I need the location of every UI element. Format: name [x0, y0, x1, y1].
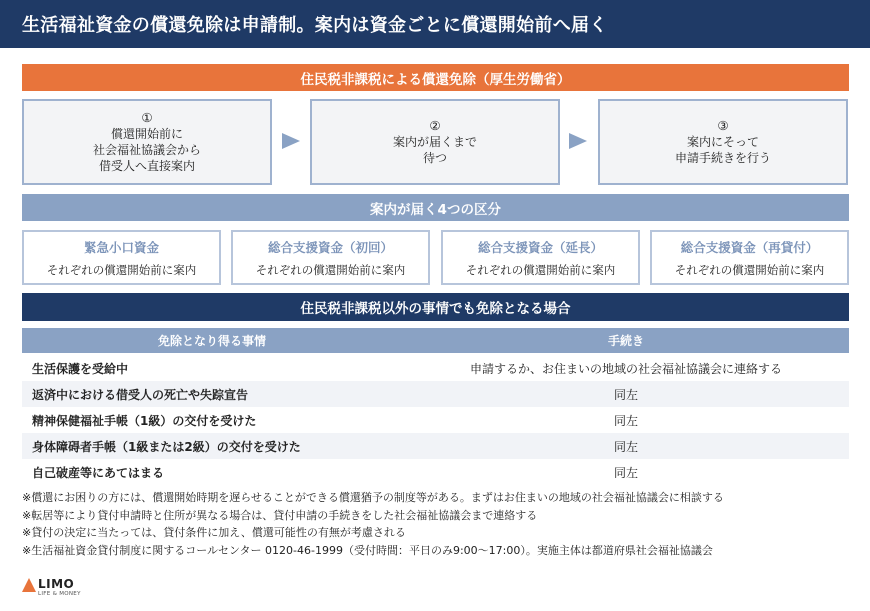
- procedure-cell: 同左: [613, 465, 638, 480]
- footnote: ※転居等により貸付申請時と住所が異なる場合は、貸付申請の手続きをした社会福祉協議会まで連絡する: [22, 508, 538, 522]
- step-2-box: [310, 99, 560, 185]
- procedure-cell: 同左: [613, 413, 638, 428]
- step-number: ③: [717, 118, 729, 133]
- step-3-box: [598, 99, 848, 185]
- limo-logo: [22, 577, 92, 601]
- table-row: [22, 355, 849, 381]
- page-title: 生活福祉資金の償還免除は申請制。案内は資金ごとに償還開始前へ届く: [0, 0, 870, 48]
- step-text: 借受人へ直接案内: [98, 159, 195, 173]
- footnotes: [22, 489, 862, 559]
- category-card: [231, 230, 430, 285]
- footnote: ※償還にお困りの方には、償還開始時期を遅らせることができる償還猶予の制度等がある。まずはお住まいの地域の社会福祉協議会に相談する: [22, 491, 724, 504]
- table-row: [22, 381, 849, 407]
- category-card: [441, 230, 640, 285]
- procedure-cell: 申請するか、お住まいの地域の社会福祉協議会に連絡する: [469, 361, 782, 376]
- procedure-cell: 同左: [613, 387, 638, 402]
- arrow-right-icon: [282, 133, 300, 149]
- reason-cell: 自己破産等にあてはまる: [32, 465, 165, 480]
- category-desc: それぞれの償還開始前に案内: [465, 262, 616, 277]
- logo-mark-icon: [22, 578, 36, 592]
- step-number: ②: [429, 118, 441, 133]
- footnote: ※生活福祉資金貸付制度に関するコールセンター 0120-46-1999（受付時間：平日のみ9:00〜17:00）。実施主体は都道府県社会福祉協議会: [22, 543, 713, 557]
- section-2-title: 案内が届く4つの区分: [22, 194, 849, 221]
- category-card: [22, 230, 221, 285]
- category-desc: それぞれの償還開始前に案内: [255, 262, 406, 277]
- column-header: 免除となり得る事情: [157, 334, 266, 348]
- table-row: [22, 433, 849, 459]
- step-text: 社会福祉協議会から: [92, 143, 201, 157]
- category-card: [650, 230, 849, 285]
- arrow-right-icon: [569, 133, 587, 149]
- step-text: 案内が届くまで: [392, 135, 477, 149]
- category-title: 総合支援資金（延長）: [477, 239, 603, 255]
- footnote: ※貸付の決定に当たっては、貸付条件に加え、償還可能性の有無が考慮される: [22, 526, 406, 540]
- step-1-box: [22, 99, 272, 185]
- category-title: 総合支援資金（初回）: [267, 239, 393, 255]
- reason-cell: 生活保護を受給中: [32, 361, 129, 376]
- column-header: 手続き: [607, 334, 644, 348]
- logo-name: LIMO: [38, 577, 75, 591]
- section-3-title: 住民税非課税以外の事情でも免除となる場合: [22, 293, 849, 321]
- procedure-cell: 同左: [613, 439, 638, 454]
- table-row: [22, 459, 849, 485]
- category-title: 総合支援資金（再貸付）: [680, 239, 819, 255]
- category-title: 緊急小口資金: [83, 239, 159, 255]
- table-row: [22, 407, 849, 433]
- table-header: [22, 328, 849, 353]
- logo-tagline: LIFE & MONEY: [38, 591, 81, 597]
- category-desc: それぞれの償還開始前に案内: [674, 262, 825, 277]
- reason-cell: 身体障碍者手帳（1級または2級）の交付を受けた: [32, 439, 301, 454]
- reason-cell: 返済中における借受人の死亡や失踪宣告: [32, 387, 249, 402]
- step-text: 申請手続きを行う: [674, 151, 771, 165]
- section-1-title: 住民税非課税による償還免除（厚生労働省）: [22, 64, 849, 91]
- category-desc: それぞれの償還開始前に案内: [46, 262, 197, 277]
- reason-cell: 精神保健福祉手帳（1級）の交付を受けた: [32, 413, 257, 428]
- step-number: ①: [141, 110, 153, 125]
- step-text: 償還開始前に: [110, 127, 183, 141]
- step-text: 案内にそって: [686, 135, 759, 149]
- step-text: 待つ: [422, 151, 447, 165]
